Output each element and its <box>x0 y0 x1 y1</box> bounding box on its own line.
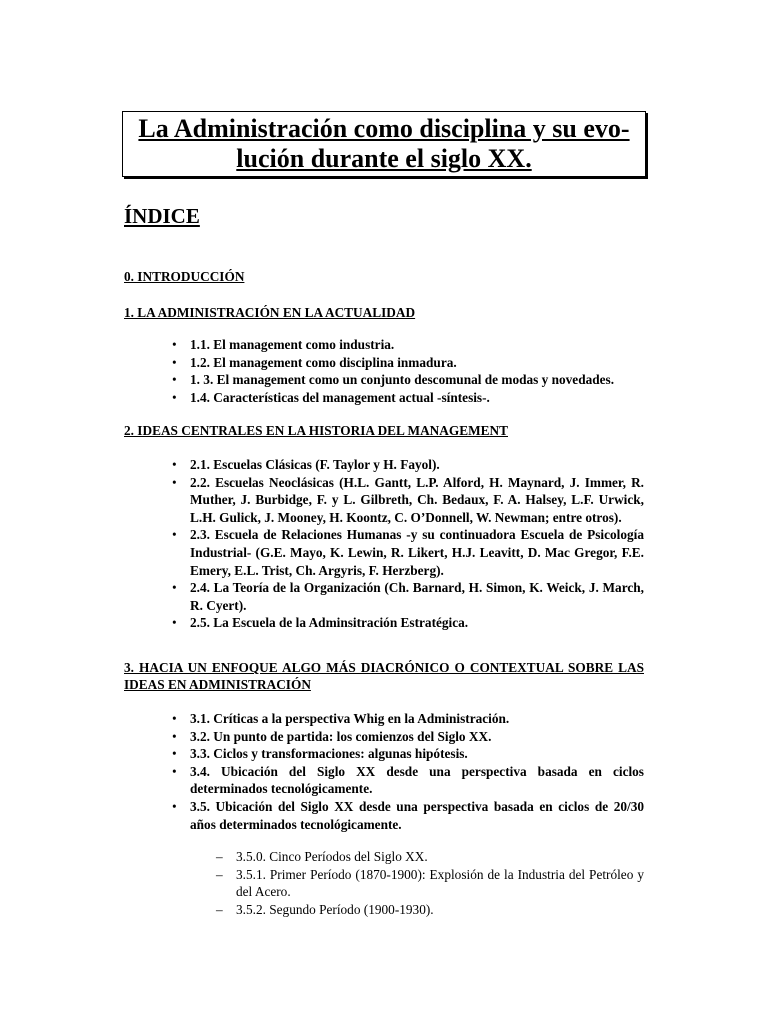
bullet-icon: • <box>172 746 177 762</box>
document-title-line-2: lución durante el siglo XX. <box>236 144 532 173</box>
list-item: • 3.3. Ciclos y transformaciones: algunas hipótesis. <box>172 746 468 762</box>
bullet-icon: • <box>172 337 177 352</box>
section-heading-3: 3. HACIA UN ENFOQUE ALGO MÁS DIACRÓNICO O CONTEXTUAL SOBRE LAS IDEAS EN ADMINISTRACIÓN <box>124 660 644 692</box>
bullet-icon: • <box>172 580 177 596</box>
dash-icon: – <box>216 866 223 882</box>
section-heading-1: 1. LA ADMINISTRACIÓN EN LA ACTUALIDAD <box>124 305 416 320</box>
bullet-icon: • <box>172 798 177 814</box>
list-item: • 1. 3. El management como un conjunto descomunal de modas y novedades. <box>172 372 615 388</box>
list-item: • 1.4. Características del management actual -síntesis-. <box>172 389 490 405</box>
bullet-icon: • <box>172 615 177 631</box>
dash-icon: – <box>216 849 223 864</box>
list-item: • 3.2. Un punto de partida: los comienzos del Siglo XX. <box>172 728 492 744</box>
sub-list-item: – 3.5.2. Segundo Período (1900-1930). <box>216 901 434 917</box>
bullet-icon: • <box>172 711 177 726</box>
bullet-icon: • <box>172 763 177 779</box>
list-item: • 1.1. El management como industria. <box>172 337 395 352</box>
sub-list-item: – 3.5.1. Primer Período (1870-1900): Explosión de la Industria del Petróleo y del Acero. <box>216 866 644 900</box>
bullet-icon: • <box>172 389 177 405</box>
bullet-icon: • <box>172 728 177 744</box>
list-item: • 2.5. La Escuela de la Adminsitración Estratégica. <box>172 615 469 631</box>
bullet-icon: • <box>172 457 177 472</box>
section-heading-0: 0. INTRODUCCIÓN <box>124 269 245 284</box>
list-item: • 3.1. Críticas a la perspectiva Whig en la Administración. <box>172 711 510 726</box>
list-item: • 2.3. Escuela de Relaciones Humanas -y su continuadora Escuela de Psicología Industrial- (G.E. Mayo, K. Lewin, R. Likert, H.J. Leavitt, D. Mac Gregor, F.E. Emery, E.L. Trist, Ch. Argyris, F. Herzberg). <box>172 527 644 578</box>
list-item: • 3.5. Ubicación del Siglo XX desde una perspectiva basada en ciclos de 20/30 años determinados tecnológicamente. <box>172 798 644 832</box>
document-title-line-1: La Administración como disciplina y su evo- <box>138 114 630 143</box>
dash-icon: – <box>216 901 223 917</box>
bullet-icon: • <box>172 372 177 388</box>
bullet-icon: • <box>172 354 177 370</box>
bullet-icon: • <box>172 474 177 490</box>
index-heading: ÍNDICE <box>124 204 200 228</box>
document-title-box <box>122 111 646 177</box>
section-heading-2: 2. IDEAS CENTRALES EN LA HISTORIA DEL MANAGEMENT <box>124 423 508 438</box>
list-item: • 1.2. El management como disciplina inmadura. <box>172 354 457 370</box>
section-1-list <box>172 336 644 406</box>
section-3-5-sublist <box>216 848 644 918</box>
section-2-list <box>172 456 644 632</box>
section-3-list <box>172 710 644 833</box>
sub-list-item: – 3.5.0. Cinco Períodos del Siglo XX. <box>216 849 428 864</box>
list-item: • 2.2. Escuelas Neoclásicas (H.L. Gantt, L.P. Alford, H. Maynard, J. Immer, R. Muther, J. Burbidge, F. y L. Gilbreth, Ch. Bedaux, F. A. Halsey, L.F. Urwick, L.H. Gulick, J. Mooney, H. Koontz, C. O’Donnell, W. Newman; entre otros). <box>172 474 644 525</box>
list-item: • 2.1. Escuelas Clásicas (F. Taylor y H. Fayol). <box>172 457 440 472</box>
bullet-icon: • <box>172 527 177 543</box>
list-item: • 3.4. Ubicación del Siglo XX desde una perspectiva basada en ciclos determinados tecnológicamente. <box>172 763 644 797</box>
list-item: • 2.4. La Teoría de la Organización (Ch. Barnard, H. Simon, K. Weick, J. March, R. Cyert). <box>172 580 644 613</box>
